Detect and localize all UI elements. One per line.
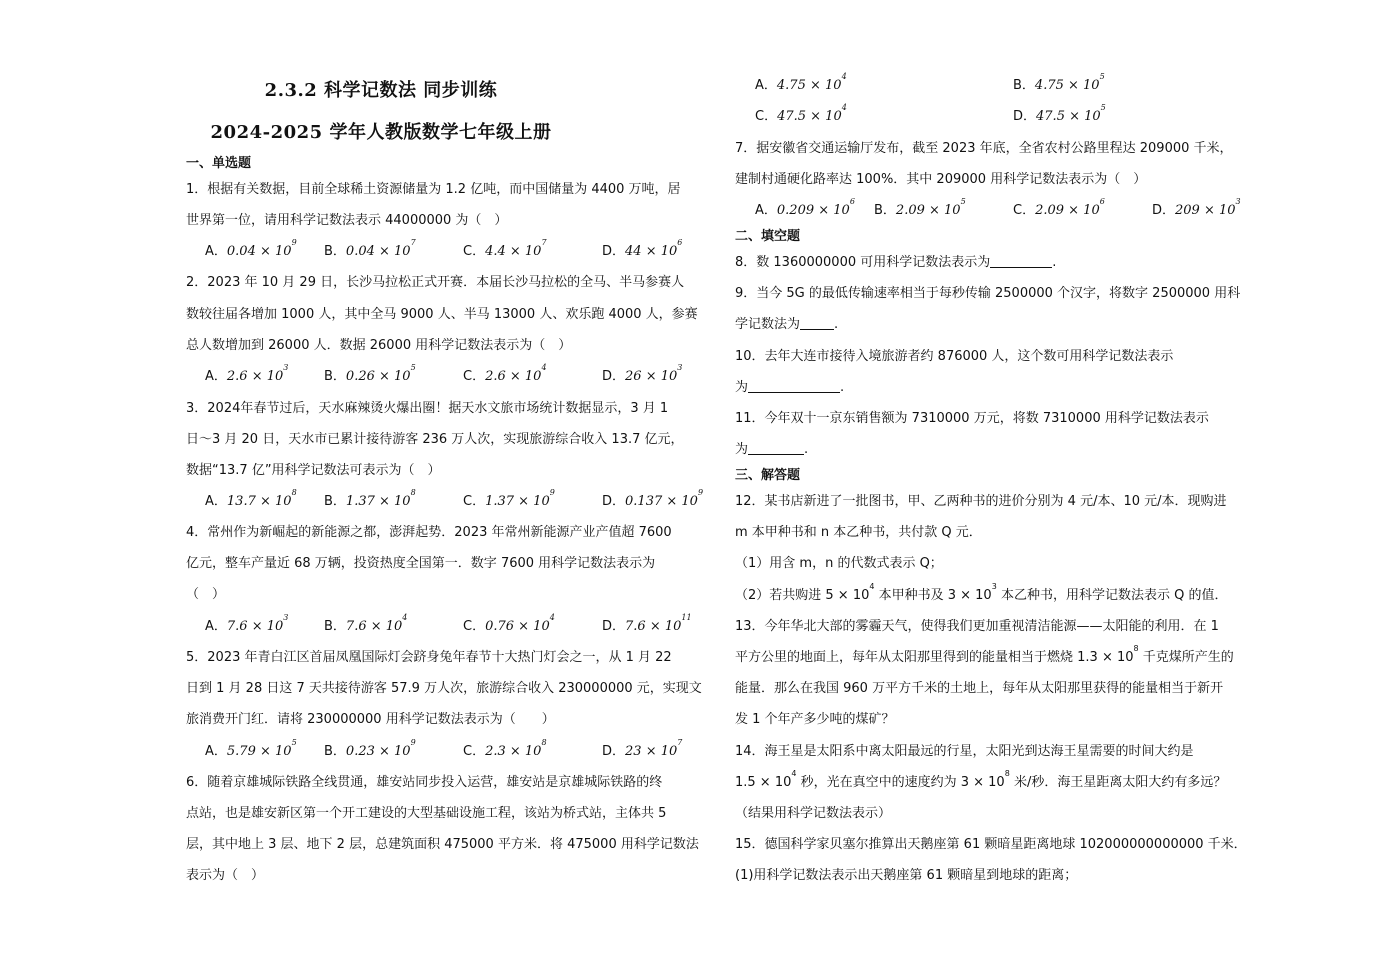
- option-value: $0.137 \times 10^9$: [625, 488, 704, 509]
- option-exponent: 4: [841, 72, 847, 81]
- option-exponent: 9: [697, 488, 704, 497]
- q6-option-c: [755, 105, 847, 124]
- option-value: $0.04 \times 10^7$: [345, 238, 416, 259]
- option-value: $44 \times 10^6$: [625, 238, 683, 259]
- option-exponent: 4: [549, 613, 555, 622]
- q7-line2: 建制村通硬化路率达 100%．其中 209000 用科学记数法表示为（ ）: [735, 172, 1147, 187]
- doc-title: 2.3.2 科学记数法 同步训练: [264, 80, 498, 101]
- q1-line2: 世界第一位，请用科学记数法表示 44000000 为（ ）: [186, 213, 508, 228]
- option-value: $209 \times 10^3$: [1175, 197, 1241, 218]
- option-label: D．: [1013, 109, 1037, 124]
- option-value: $7.6 \times 10^{11}$: [625, 613, 692, 634]
- q2-option-c: [463, 365, 547, 384]
- option-exponent: 3: [1235, 197, 1241, 206]
- q9-period: .: [834, 317, 839, 332]
- q3-line1: 3．2024年春节过后，天水麻辣烫火爆出圈！据天水文旅市场统计数据显示，3 月 1: [186, 401, 669, 416]
- option-label: A．: [205, 244, 227, 259]
- q7-option-d: [1152, 199, 1241, 218]
- option-value: $26 \times 10^3$: [625, 363, 683, 384]
- option-value: $4.75 \times 10^4$: [776, 72, 847, 93]
- q8-line1: [735, 251, 1056, 270]
- q9-answer-blank[interactable]: [800, 317, 834, 330]
- q7-option-b: [874, 199, 966, 218]
- q2-line2: 数较往届各增加 1000 人，其中全马 9000 人、半马 13000 人、欢乐跑 4000 人，参赛: [186, 307, 698, 322]
- option-label: C．: [463, 494, 486, 509]
- q11-line1: 11．今年双十一京东销售额为 7310000 万元，将数 7310000 用科学记数法表示: [735, 411, 1209, 426]
- option-label: B．: [324, 494, 346, 509]
- option-label: A．: [205, 619, 227, 634]
- q14-line1: 14．海王星是太阳系中离太阳最远的行星，太阳光到达海王星需要的时间大约是: [735, 744, 1194, 759]
- option-label: C．: [463, 744, 486, 759]
- option-value: $0.04 \times 10^9$: [226, 238, 297, 259]
- option-label: B．: [324, 744, 346, 759]
- q7-option-a: [755, 199, 855, 218]
- option-exponent: 3: [283, 613, 289, 622]
- q1-options: [205, 240, 705, 258]
- q14-line3: （结果用科学记数法表示）: [735, 806, 892, 821]
- q12-exp2: 3: [991, 582, 997, 591]
- q15-line2: (1)用科学记数法表示出天鹅座第 61 颗暗星到地球的距离；: [735, 868, 1078, 883]
- q14-line2: [735, 771, 1226, 790]
- option-exponent: 6: [849, 197, 855, 206]
- option-value: $0.209 \times 10^6$: [776, 197, 855, 218]
- q2-option-b: [324, 365, 416, 384]
- option-exponent: 6: [677, 238, 683, 247]
- q5-line2: 日到 1 月 28 日这 7 天共接待游客 57.9 万人次，旅游综合收入 230000000 元，实现文: [186, 681, 702, 696]
- option-exponent: 9: [291, 238, 297, 247]
- option-label: C．: [463, 244, 486, 259]
- q6-option-a: [755, 74, 847, 93]
- option-value: $7.6 \times 10^3$: [226, 613, 289, 634]
- option-label: A．: [755, 203, 777, 218]
- option-label: D．: [602, 744, 626, 759]
- option-exponent: 4: [402, 613, 408, 622]
- option-value: $4.4 \times 10^7$: [485, 238, 547, 259]
- option-value: $0.76 \times 10^4$: [485, 613, 555, 634]
- q10-answer-blank[interactable]: [748, 380, 840, 393]
- option-exponent: 6: [1099, 197, 1105, 206]
- q12-line3: （1）用含 m，n 的代数式表示 Q；: [735, 556, 943, 571]
- option-exponent: 9: [410, 738, 416, 747]
- option-value: $23 \times 10^7$: [625, 738, 683, 759]
- q7-options: [755, 199, 1255, 217]
- q3-line3: 数据“13.7 亿”用科学记数法可表示为（ ）: [186, 463, 441, 478]
- option-value: $47.5 \times 10^5$: [1036, 103, 1106, 124]
- option-label: D．: [602, 494, 626, 509]
- q4-option-a: [205, 615, 288, 634]
- q5-options: [205, 740, 705, 758]
- q5-option-a: [205, 740, 297, 759]
- section-fill-blank: 二、填空题: [735, 229, 801, 244]
- q11-line2: [735, 438, 808, 457]
- option-value: $0.26 \times 10^5$: [345, 363, 416, 384]
- option-exponent: 11: [681, 613, 692, 622]
- q11-text: 为: [735, 442, 749, 457]
- option-exponent: 5: [410, 363, 416, 372]
- option-label: B．: [324, 244, 346, 259]
- q6-options-row1: [755, 74, 1255, 92]
- q14-exp1: 4: [791, 769, 797, 778]
- q14-line2-part3: 米/秒．海王星距离太阳大约有多远？: [1009, 775, 1227, 790]
- q2-line1: 2．2023 年 10 月 29 日，长沙马拉松正式开赛．本届长沙马拉松的全马、半马参赛人: [186, 275, 685, 290]
- q4-line1: 4．常州作为新崛起的新能源之都，澎湃起势．2023 年常州新能源产业产值超 7600: [186, 525, 672, 540]
- option-value: $2.6 \times 10^4$: [485, 363, 547, 384]
- q5-line1: 5．2023 年青白江区首届凤凰国际灯会跻身兔年春节十大热门灯会之一，从 1 月 22: [186, 650, 672, 665]
- q4-options: [205, 615, 705, 633]
- q1-option-a: [205, 240, 297, 259]
- option-exponent: 5: [1099, 72, 1105, 81]
- option-label: C．: [755, 109, 778, 124]
- q12-line2: m 本甲种书和 n 本乙种书，共付款 Q 元．: [735, 525, 982, 540]
- option-exponent: 7: [541, 238, 547, 247]
- q4-option-c: [463, 615, 555, 634]
- option-label: D．: [602, 244, 626, 259]
- option-exponent: 3: [283, 363, 289, 372]
- q11-answer-blank[interactable]: [748, 442, 804, 455]
- q1-line1: 1．根据有关数据，目前全球稀土资源储量为 1.2 亿吨，而中国储量为 4400 万吨，居: [186, 182, 681, 197]
- option-label: A．: [205, 744, 227, 759]
- q13-line2: [735, 646, 1234, 665]
- q8-period: .: [1052, 255, 1057, 270]
- option-exponent: 5: [291, 738, 297, 747]
- option-label: B．: [324, 619, 346, 634]
- q9-line1: 9．当今 5G 的最低传输速率相当于每秒传输 2500000 个汉字，将数字 2500000 用科: [735, 286, 1241, 301]
- q15-line1: 15．德国科学家贝塞尔推算出天鹅座第 61 颗暗星距离地球 102000000000000 千米．: [735, 837, 1247, 852]
- q3-options: [205, 490, 705, 508]
- q3-option-c: [463, 490, 555, 509]
- q14-line2-part1: 1.5 × 10: [735, 775, 792, 790]
- option-value: $13.7 \times 10^8$: [226, 488, 297, 509]
- q9-line2: [735, 313, 838, 332]
- q11-period: .: [804, 442, 809, 457]
- option-exponent: 9: [549, 488, 555, 497]
- q10-line1: 10．去年大连市接待入境旅游者约 876000 人，这个数可用科学记数法表示: [735, 349, 1174, 364]
- q13-line2-part2: 千克煤所产生的: [1138, 650, 1234, 665]
- option-label: A．: [205, 494, 227, 509]
- option-label: B．: [1013, 78, 1035, 93]
- option-exponent: 3: [677, 363, 683, 372]
- section-solve: 三、解答题: [735, 468, 801, 483]
- q12-line4: [735, 584, 1227, 603]
- option-value: $1.37 \times 10^9$: [485, 488, 555, 509]
- q8-answer-blank[interactable]: [990, 255, 1052, 268]
- q13-line2-part1: 平方公里的地面上，每年从太阳那里得到的能量相当于燃烧 1.3 × 10: [735, 650, 1134, 665]
- q3-option-d: [602, 490, 703, 509]
- q10-line2: [735, 376, 844, 395]
- q12-exp1: 4: [869, 582, 875, 591]
- q2-options: [205, 365, 705, 383]
- q12-line4-part2: 本甲种书及 3 × 10: [874, 588, 992, 603]
- q4-line3: （ ）: [186, 587, 226, 602]
- q10-period: .: [840, 380, 845, 395]
- option-label: A．: [205, 369, 227, 384]
- q5-option-c: [463, 740, 547, 759]
- q5-line3: 旅消费开门红．请将 230000000 用科学记数法表示为（ ）: [186, 712, 555, 727]
- option-exponent: 7: [677, 738, 683, 747]
- q12-line4-part3: 本乙种书，用科学记数法表示 Q 的值．: [996, 588, 1228, 603]
- q14-line2-part2: 秒，光在真空中的速度约为 3 × 10: [796, 775, 1005, 790]
- q6-line1: 6．随着京雄城际铁路全线贯通，雄安站同步投入运营，雄安站是京雄城际铁路的终: [186, 775, 663, 790]
- q6-line2: 点站，也是雄安新区第一个开工建设的大型基础设施工程，该站为桥式站，主体共 5: [186, 806, 667, 821]
- option-label: C．: [1013, 203, 1036, 218]
- q13-line3: 能量．那么在我国 960 万平方千米的土地上，每年从太阳那里获得的能量相当于新开: [735, 681, 1224, 696]
- q3-option-a: [205, 490, 297, 509]
- q4-option-d: [602, 615, 692, 634]
- q13-line4: 发 1 个年产多少吨的煤矿？: [735, 712, 895, 727]
- option-value: $2.09 \times 10^5$: [895, 197, 966, 218]
- q13-line1: 13．今年华北大部的雾霾天气，使得我们更加重视清洁能源——太阳能的利用．在 1: [735, 619, 1219, 634]
- option-label: D．: [602, 619, 626, 634]
- option-value: $2.09 \times 10^6$: [1035, 197, 1105, 218]
- q3-line2: 日～3 月 20 日，天水市已累计接待游客 236 万人次，实现旅游综合收入 13.7 亿元，: [186, 432, 684, 447]
- option-label: D．: [602, 369, 626, 384]
- q5-option-b: [324, 740, 416, 759]
- q7-option-c: [1013, 199, 1105, 218]
- q13-exp: 8: [1133, 644, 1139, 653]
- q14-exp2: 8: [1004, 769, 1010, 778]
- q6-option-d: [1013, 105, 1106, 124]
- option-label: D．: [1152, 203, 1176, 218]
- option-value: $47.5 \times 10^4$: [777, 103, 847, 124]
- option-exponent: 8: [291, 488, 297, 497]
- q7-line1: 7．据安徽省交通运输厅发布，截至 2023 年底，全省农村公路里程达 209000 千米，: [735, 141, 1233, 156]
- q6-option-b: [1013, 74, 1105, 93]
- q6-line3: 层，其中地上 3 层、地下 2 层，总建筑面积 475000 平方米．将 475000 用科学记数法: [186, 837, 699, 852]
- doc-subtitle: 2024-2025 学年人教版数学七年级上册: [210, 122, 552, 143]
- q3-option-b: [324, 490, 416, 509]
- option-exponent: 8: [541, 738, 547, 747]
- q12-line4-part1: （2）若共购进 5 × 10: [735, 588, 870, 603]
- option-exponent: 7: [410, 238, 416, 247]
- option-value: $2.3 \times 10^8$: [485, 738, 547, 759]
- option-value: $1.37 \times 10^8$: [345, 488, 416, 509]
- section-single-choice: 一、单选题: [186, 156, 252, 171]
- q1-option-c: [463, 240, 547, 259]
- q10-text: 为: [735, 380, 749, 395]
- q2-option-d: [602, 365, 682, 384]
- option-label: A．: [755, 78, 777, 93]
- option-label: B．: [874, 203, 896, 218]
- q6-line4: 表示为（ ）: [186, 868, 265, 883]
- option-exponent: 4: [841, 103, 847, 112]
- q2-option-a: [205, 365, 288, 384]
- q9-text: 学记数法为: [735, 317, 801, 332]
- q6-options-row2: [755, 105, 1255, 123]
- option-value: $5.79 \times 10^5$: [226, 738, 297, 759]
- q5-option-d: [602, 740, 682, 759]
- q1-option-d: [602, 240, 682, 259]
- option-exponent: 8: [410, 488, 416, 497]
- option-label: C．: [463, 369, 486, 384]
- option-value: $7.6 \times 10^4$: [345, 613, 408, 634]
- option-exponent: 5: [960, 197, 966, 206]
- option-exponent: 4: [541, 363, 547, 372]
- q4-option-b: [324, 615, 407, 634]
- option-value: $2.6 \times 10^3$: [226, 363, 289, 384]
- q1-option-b: [324, 240, 416, 259]
- q12-line1: 12．某书店新进了一批图书，甲、乙两种书的进价分别为 4 元/本、10 元/本．现购进: [735, 494, 1227, 509]
- option-value: $0.23 \times 10^9$: [345, 738, 416, 759]
- option-label: B．: [324, 369, 346, 384]
- q2-line3: 总人数增加到 26000 人．数据 26000 用科学记数法表示为（ ）: [186, 338, 572, 353]
- option-value: $4.75 \times 10^5$: [1034, 72, 1105, 93]
- option-label: C．: [463, 619, 486, 634]
- q8-text: 8．数 1360000000 可用科学记数法表示为: [735, 255, 991, 270]
- q4-line2: 亿元，整车产量近 68 万辆，投资热度全国第一．数字 7600 用科学记数法表示为: [186, 556, 656, 571]
- option-exponent: 5: [1100, 103, 1106, 112]
